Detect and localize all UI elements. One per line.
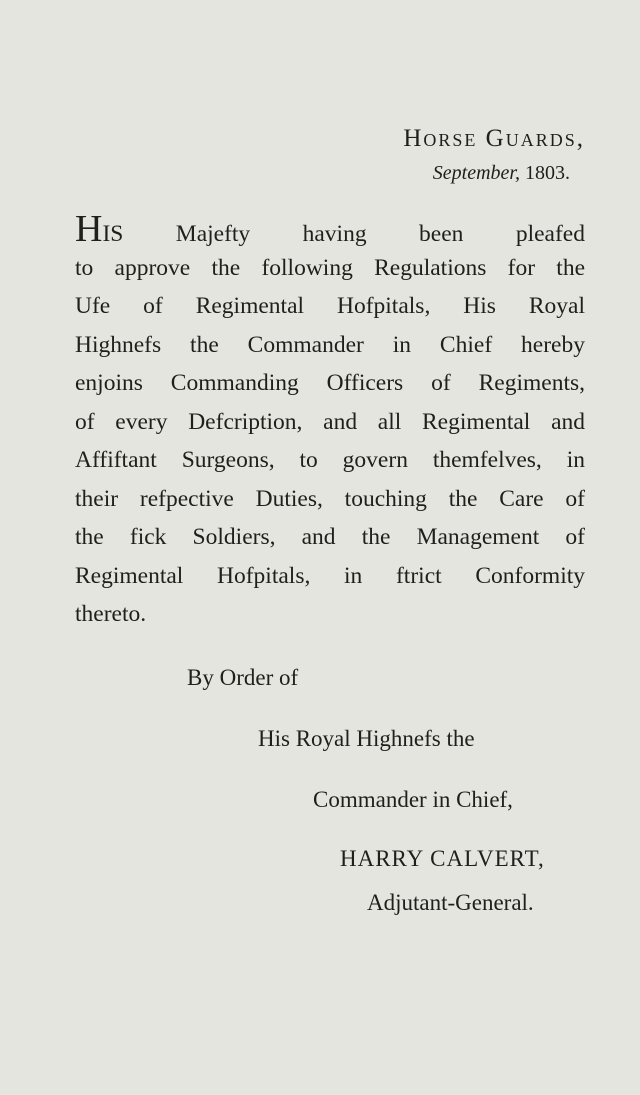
first-line-text: IS Majefty having been pleafed [102, 221, 585, 247]
text-line: Regimental Hofpitals, in ftrict Conformity [75, 562, 585, 589]
proclamation-text [75, 210, 585, 634]
signatory-title: Adjutant-General. [367, 890, 534, 915]
text-line: Affiftant Surgeons, to govern themfelves, in [75, 447, 585, 473]
text-line [75, 210, 585, 249]
authority-line: His Royal Highnefs the [258, 726, 475, 751]
header-month: September, [432, 162, 520, 184]
drop-cap: H [75, 208, 103, 250]
text-line: of every Defcription, and all Regimental and [75, 408, 585, 435]
header-date [433, 162, 570, 185]
signatory-name: HARRY CALVERT, [340, 846, 545, 871]
text-line: Ufe of Regimental Hofpitals, His Royal [75, 293, 585, 319]
header-year: 1803. [525, 162, 570, 184]
text-line: to approve the following Regulations for the [75, 254, 585, 281]
header-place: Horse Guards, [403, 125, 585, 152]
text-line: Highnefs the Commander in Chief hereby [75, 331, 585, 358]
authority-title-line: Commander in Chief, [313, 787, 513, 812]
text-line: thereto. [75, 601, 147, 627]
text-line: enjoins Commanding Officers of Regiments, [75, 370, 585, 396]
text-line: the fick Soldiers, and the Management of [75, 524, 585, 550]
text-line: their refpective Duties, touching the Care of [75, 485, 585, 512]
by-order-line: By Order of [187, 665, 299, 690]
